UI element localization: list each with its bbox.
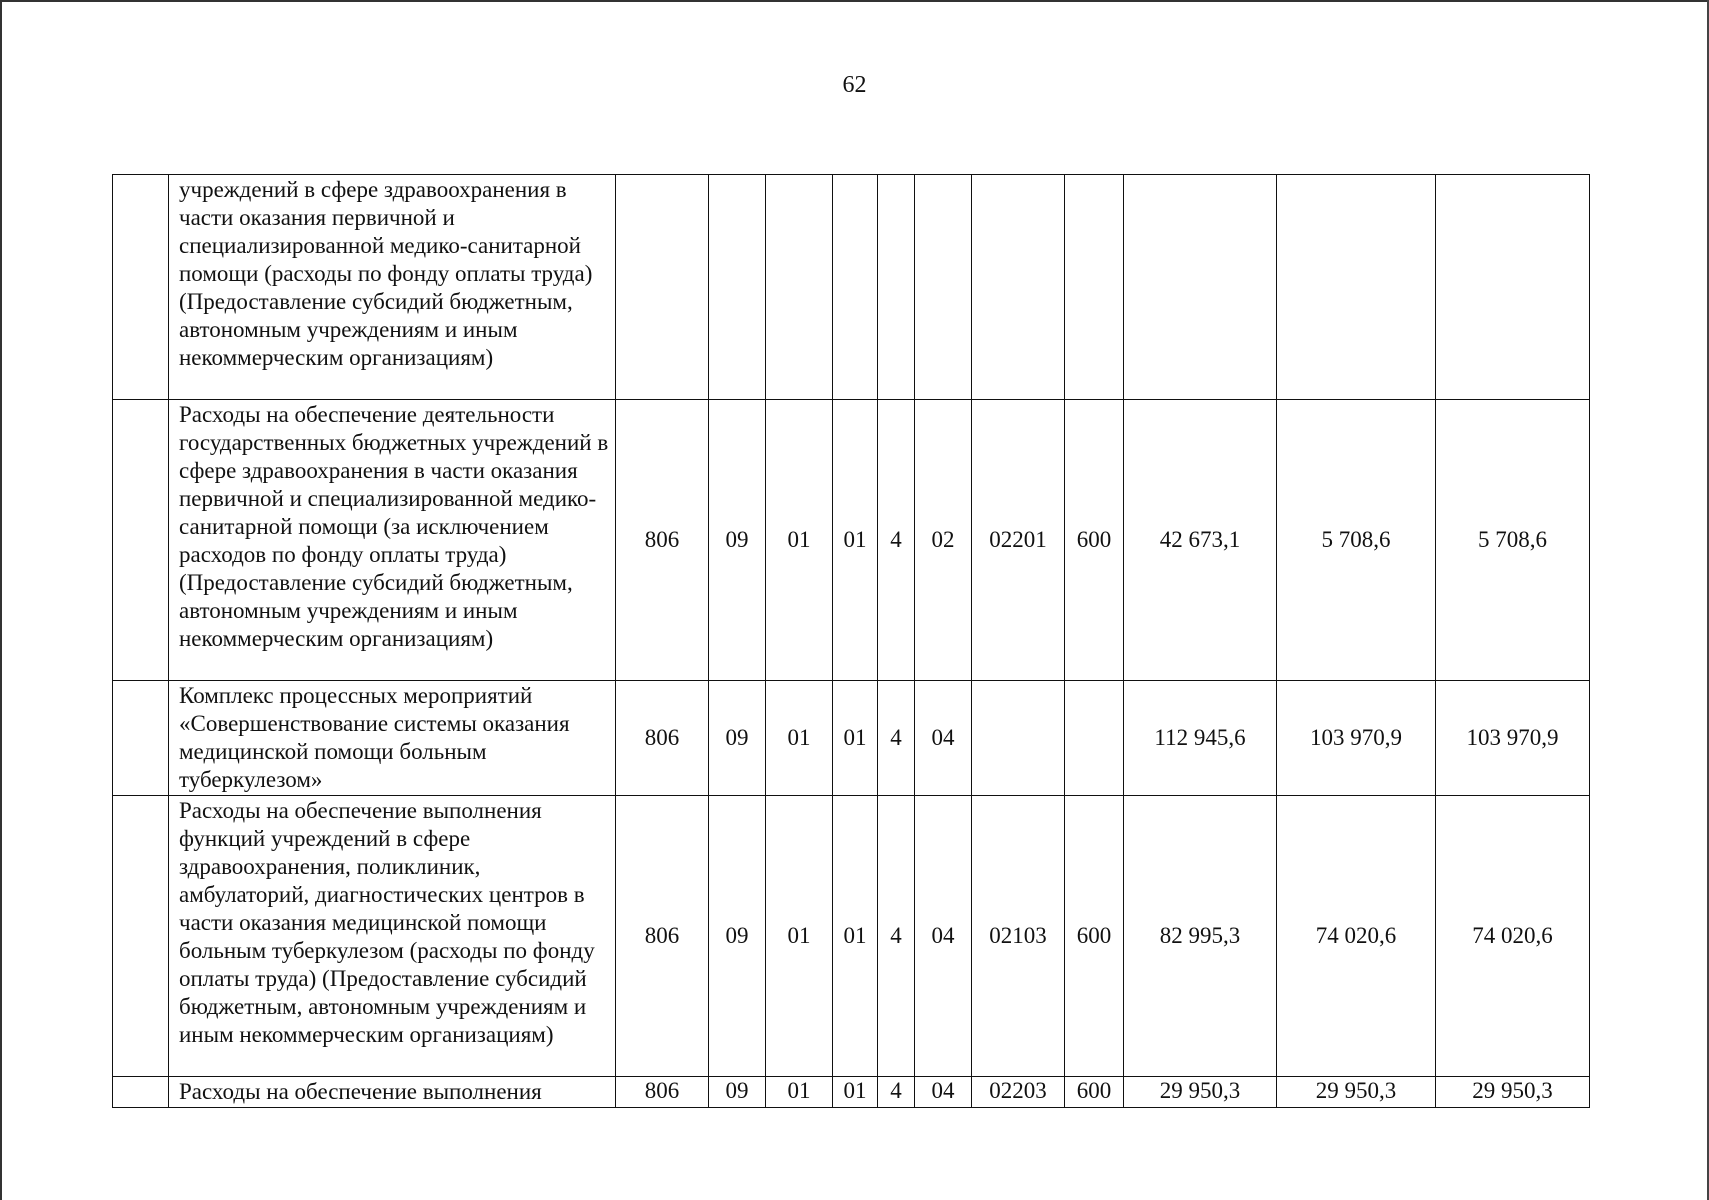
table-row xyxy=(113,796,1590,1077)
direction-code-cell xyxy=(972,175,1065,400)
amount-3-cell: 74 020,6 xyxy=(1436,796,1590,1077)
ministry-code-cell xyxy=(616,175,709,400)
budget-table xyxy=(112,174,1590,1108)
subsection-code-cell: 01 xyxy=(766,400,833,681)
subsection-code-cell: 01 xyxy=(766,681,833,796)
section-code-cell: 09 xyxy=(709,1077,766,1108)
program-code-cell: 01 xyxy=(833,1077,878,1108)
expense-type-cell: 600 xyxy=(1065,796,1124,1077)
subsection-code-cell xyxy=(766,175,833,400)
subsection-code-cell: 01 xyxy=(766,1077,833,1108)
description-cell: Расходы на обеспечение выполнения функций учреждений в сфере здравоохранения, поликлиник, амбулаторий, диагностических центров в части оказания медицинской помощи больным туберкулезом (расходы по фонду оплаты труда) (Предоставление субсидий бюджетным, автономным учреждениям и иным некоммерческим организациям) xyxy=(169,796,616,1077)
ministry-code-cell: 806 xyxy=(616,681,709,796)
program-code-cell xyxy=(833,175,878,400)
direction-code-cell: 02103 xyxy=(972,796,1065,1077)
ministry-code-cell: 806 xyxy=(616,1077,709,1108)
amount-3-cell: 29 950,3 xyxy=(1436,1077,1590,1108)
amount-2-cell: 103 970,9 xyxy=(1277,681,1436,796)
description-cell: учреждений в сфере здравоохранения в части оказания первичной и специализированной медико-санитарной помощи (расходы по фонду оплаты труда) (Предоставление субсидий бюджетным, автономным учреждениям и иным некоммерческим организациям) xyxy=(169,175,616,400)
section-code-cell: 09 xyxy=(709,796,766,1077)
row-index-cell xyxy=(113,400,169,681)
amount-1-cell: 29 950,3 xyxy=(1124,1077,1277,1108)
program-type-cell: 4 xyxy=(878,796,915,1077)
table-row xyxy=(113,1077,1590,1108)
amount-1-cell: 42 673,1 xyxy=(1124,400,1277,681)
subprogram-code-cell: 02 xyxy=(915,400,972,681)
description-cell: Расходы на обеспечение деятельности государственных бюджетных учреждений в сфере здравоохранения в части оказания первичной и специализированной медико-санитарной помощи (за исключением расходов по фонду оплаты труда) (Предоставление субсидий бюджетным, автономным учреждениям и иным некоммерческим организациям) xyxy=(169,400,616,681)
amount-2-cell: 74 020,6 xyxy=(1277,796,1436,1077)
amount-3-cell xyxy=(1436,175,1590,400)
expense-type-cell: 600 xyxy=(1065,1077,1124,1108)
section-code-cell: 09 xyxy=(709,400,766,681)
scan-border-top xyxy=(0,0,1709,2)
amount-1-cell: 82 995,3 xyxy=(1124,796,1277,1077)
subprogram-code-cell: 04 xyxy=(915,796,972,1077)
amount-3-cell: 103 970,9 xyxy=(1436,681,1590,796)
amount-2-cell: 29 950,3 xyxy=(1277,1077,1436,1108)
page-number: 62 xyxy=(842,72,867,98)
direction-code-cell: 02203 xyxy=(972,1077,1065,1108)
subprogram-code-cell: 04 xyxy=(915,681,972,796)
row-index-cell xyxy=(113,796,169,1077)
ministry-code-cell: 806 xyxy=(616,400,709,681)
description-cell: Расходы на обеспечение выполнения xyxy=(169,1077,616,1108)
amount-2-cell: 5 708,6 xyxy=(1277,400,1436,681)
table-row xyxy=(113,681,1590,796)
row-index-cell xyxy=(113,1077,169,1108)
program-code-cell: 01 xyxy=(833,796,878,1077)
direction-code-cell xyxy=(972,681,1065,796)
amount-3-cell: 5 708,6 xyxy=(1436,400,1590,681)
table-row xyxy=(113,400,1590,681)
expense-type-cell xyxy=(1065,175,1124,400)
subsection-code-cell: 01 xyxy=(766,796,833,1077)
program-type-cell: 4 xyxy=(878,400,915,681)
amount-1-cell: 112 945,6 xyxy=(1124,681,1277,796)
scan-border-left xyxy=(0,0,2,1200)
table-row xyxy=(113,175,1590,400)
row-index-cell xyxy=(113,681,169,796)
amount-2-cell xyxy=(1277,175,1436,400)
program-code-cell: 01 xyxy=(833,400,878,681)
program-type-cell xyxy=(878,175,915,400)
program-type-cell: 4 xyxy=(878,681,915,796)
description-cell: Комплекс процессных мероприятий «Совершенствование системы оказания медицинской помощи больным туберкулезом» xyxy=(169,681,616,796)
amount-1-cell xyxy=(1124,175,1277,400)
subprogram-code-cell xyxy=(915,175,972,400)
ministry-code-cell: 806 xyxy=(616,796,709,1077)
expense-type-cell xyxy=(1065,681,1124,796)
program-type-cell: 4 xyxy=(878,1077,915,1108)
expense-type-cell: 600 xyxy=(1065,400,1124,681)
row-index-cell xyxy=(113,175,169,400)
section-code-cell: 09 xyxy=(709,681,766,796)
direction-code-cell: 02201 xyxy=(972,400,1065,681)
program-code-cell: 01 xyxy=(833,681,878,796)
subprogram-code-cell: 04 xyxy=(915,1077,972,1108)
section-code-cell xyxy=(709,175,766,400)
